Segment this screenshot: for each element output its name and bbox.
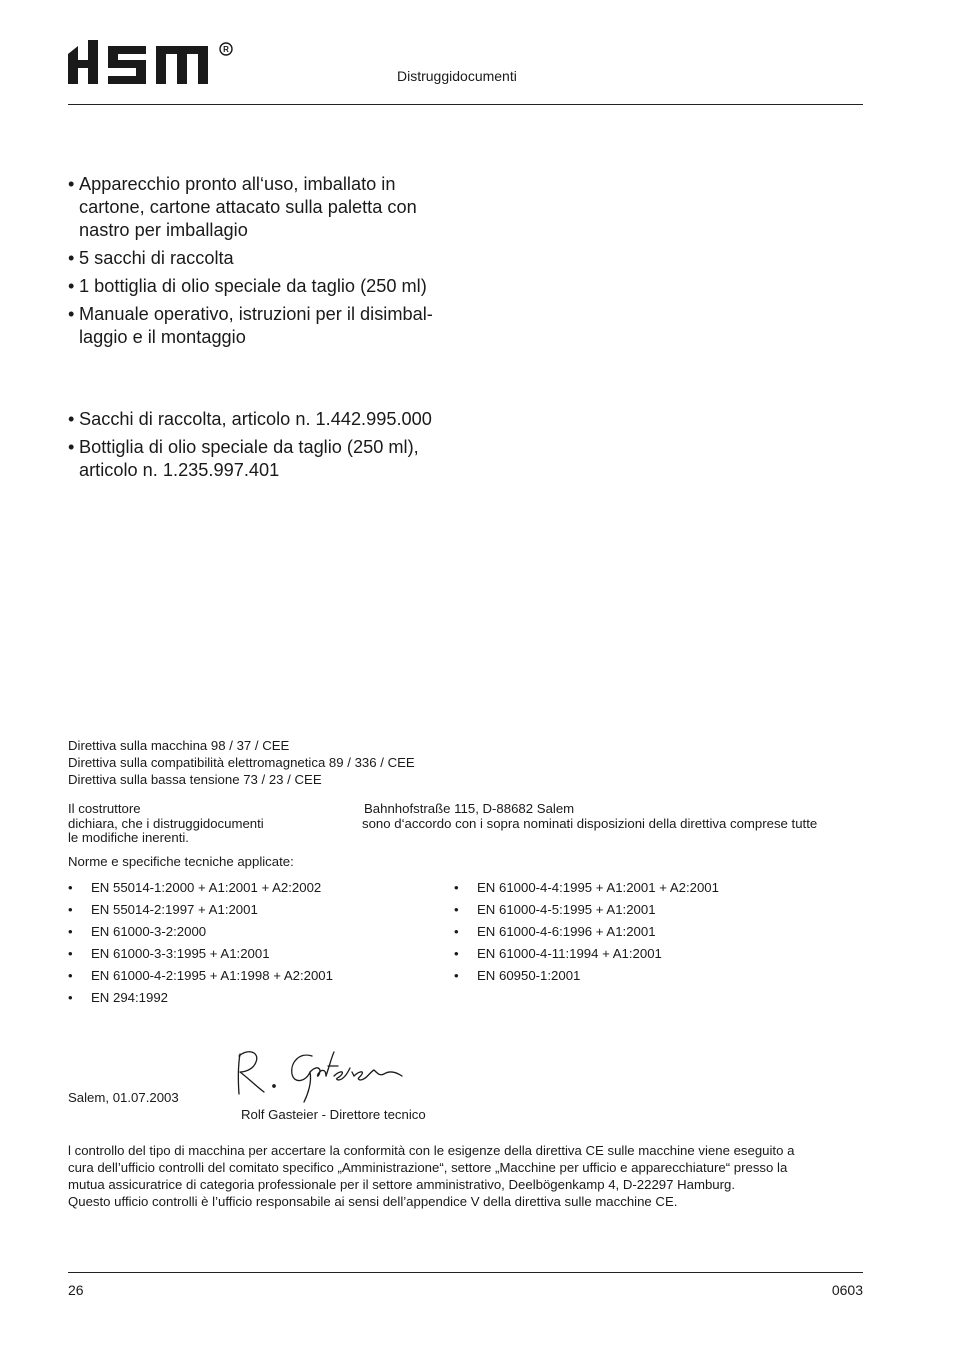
page-number: 26 [68, 1282, 84, 1298]
list-item: • EN 60950-1:2001 [454, 967, 719, 989]
list-item: • EN 61000-4-5:1995 + A1:2001 [454, 901, 719, 923]
paragraph-line: l controllo del tipo di macchina per accertare la conformità con le esigenze della direttiva CE sulle macchine viene eseguito a [68, 1143, 795, 1158]
directives-block [68, 737, 415, 788]
paragraph-line: Questo ufficio controlli è l’ufficio responsabile ai sensi dell’appendice V della direttiva sulle macchine CE. [68, 1194, 678, 1209]
paragraph-line: cura dell’ufficio controlli del comitato specifico „Amministrazione“, settore „Macchine per ufficio e apparecchiature“ presso la [68, 1160, 788, 1175]
list-item: • EN 61000-3-2:2000 [68, 923, 333, 945]
list-item: • EN 55014-1:2000 + A1:2001 + A2:2002 [68, 879, 333, 901]
header-title: Distruggidocumenti [397, 68, 517, 84]
list-item: • 5 sacchi di raccolta [68, 247, 468, 270]
manufacturer-address: Bahnhofstraße 115, D-88682 Salem [364, 801, 575, 816]
standards-left-list [68, 879, 333, 1011]
signature [234, 1046, 414, 1104]
declares-text-continued: le modifiche inerenti. [68, 830, 189, 845]
declares-text: sono d‘accordo con i sopra nominati disposizioni della direttiva comprese tutte [362, 816, 818, 831]
list-item: • Apparecchio pronto all‘uso, imballato in cartone, cartone attacato sulla paletta con nastro per imballagio [68, 173, 468, 242]
list-item: • EN 55014-2:1997 + A1:2001 [68, 901, 333, 923]
list-item: • 1 bottiglia di olio speciale da taglio (250 ml) [68, 275, 468, 298]
list-item: • EN 61000-4-11:1994 + A1:2001 [454, 945, 719, 967]
inspection-paragraph [68, 1142, 794, 1210]
footer-rule [68, 1272, 863, 1273]
standards-right-list [454, 879, 719, 989]
list-item: • EN 61000-4-6:1996 + A1:2001 [454, 923, 719, 945]
list-item: • EN 61000-3-3:1995 + A1:2001 [68, 945, 333, 967]
accessories-list [68, 408, 468, 487]
manufacturer-label: Il costruttore [68, 801, 141, 816]
standards-label: Norme e specifiche tecniche applicate: [68, 854, 294, 869]
directive-line: Direttiva sulla macchina 98 / 37 / CEE [68, 738, 290, 753]
hsm-logo [68, 40, 236, 88]
list-item: • Bottiglia di olio speciale da taglio (250 ml), articolo n. 1.235.997.401 [68, 436, 468, 482]
scope-of-delivery-list [68, 173, 468, 354]
declares-label: dichiara, che i distruggidocumenti [68, 816, 264, 831]
list-item: • Manuale operativo, istruzioni per il disimbal- laggio e il montaggio [68, 303, 468, 349]
list-item: • Sacchi di raccolta, articolo n. 1.442.995.000 [68, 408, 468, 431]
doc-code: 0603 [831, 1282, 863, 1298]
directive-line: Direttiva sulla compatibilità elettromagnetica 89 / 336 / CEE [68, 755, 415, 770]
place-date: Salem, 01.07.2003 [68, 1090, 179, 1105]
paragraph-line: mutua assicuratrice di categoria professionale per il settore amministrativo, Deelbögenkamp 4, D-22297 Hamburg. [68, 1177, 736, 1192]
header-rule [68, 104, 863, 105]
signatory: Rolf Gasteier - Direttore tecnico [241, 1107, 426, 1122]
directive-line: Direttiva sulla bassa tensione 73 / 23 / CEE [68, 772, 322, 787]
list-item: • EN 61000-4-4:1995 + A1:2001 + A2:2001 [454, 879, 719, 901]
list-item: • EN 61000-4-2:1995 + A1:1998 + A2:2001 [68, 967, 333, 989]
list-item: • EN 294:1992 [68, 989, 333, 1011]
svg-text:R: R [223, 45, 229, 54]
